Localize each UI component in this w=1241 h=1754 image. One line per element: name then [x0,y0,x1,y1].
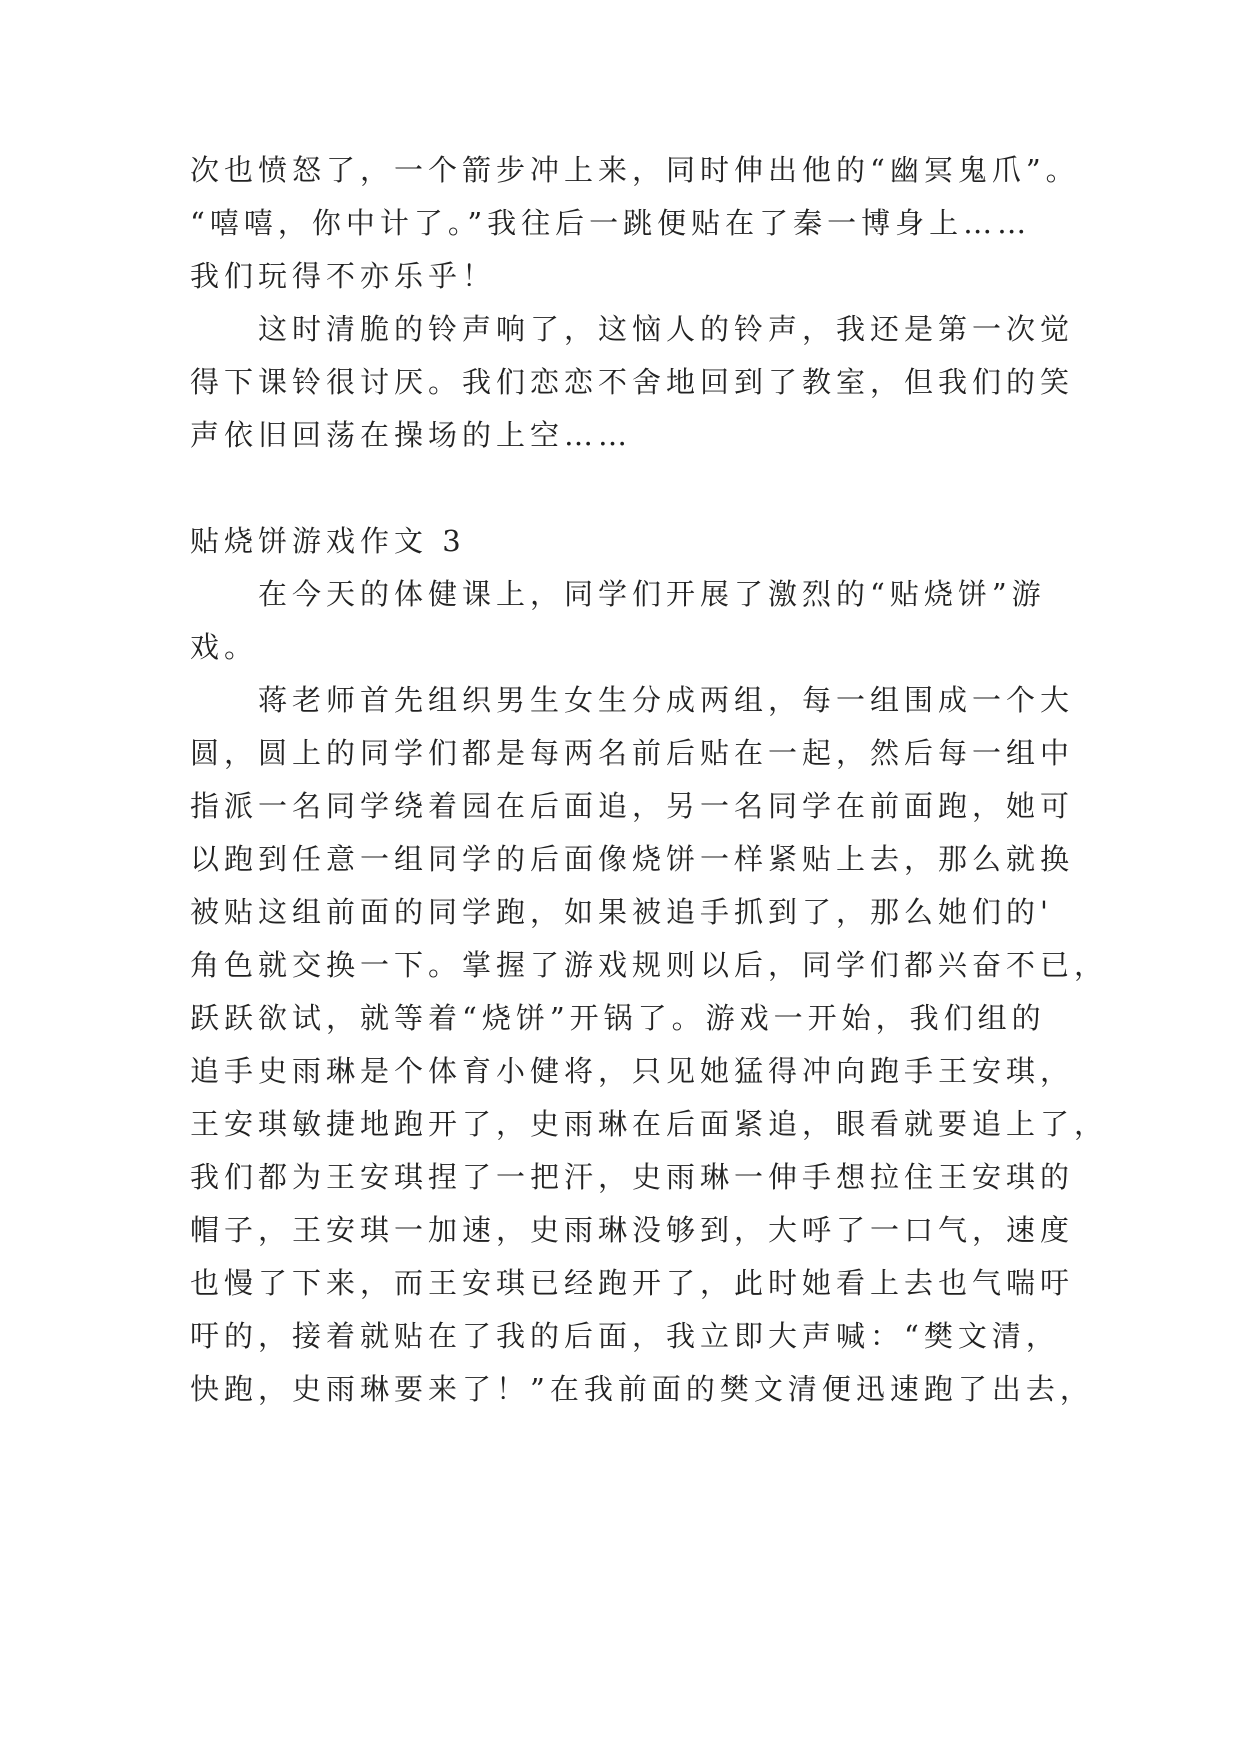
text-line: 角色就交换一下。掌握了游戏规则以后，同学们都兴奋不已， [190,948,1109,982]
text-line: 吁的，接着就贴在了我的后面，我立即大声喊：“樊文清， [190,1319,1060,1353]
text-line: 追手史雨琳是个体育小健将，只见她猛得冲向跑手王安琪， [190,1054,1075,1088]
text-line: 被贴这组前面的同学跑，如果被追手抓到了，那么她们的' [190,895,1053,929]
text-line: 以跑到任意一组同学的后面像烧饼一样紧贴上去，那么就换 [190,842,1075,876]
text-line: 我们都为王安琪捏了一把汗，史雨琳一伸手想拉住王安琪的 [190,1160,1075,1194]
text-line: 次也愤怒了，一个箭步冲上来，同时伸出他的“幽冥鬼爪”。 [190,153,1080,187]
text-line: 王安琪敏捷地跑开了，史雨琳在后面紧追，眼看就要追上了， [190,1107,1109,1141]
paragraph-start-line: 这时清脆的铃声响了，这恼人的铃声，我还是第一次觉 [258,312,1075,346]
text-line: 跃跃欲试，就等着“烧饼”开锅了。游戏一开始，我们组的 [190,1001,1046,1035]
text-line: 指派一名同学绕着园在后面追，另一名同学在前面跑，她可 [190,789,1075,823]
text-line: 声依旧回荡在操场的上空…… [190,418,633,452]
text-line: 帽子，王安琪一加速，史雨琳没够到，大呼了一口气，速度 [190,1213,1075,1247]
paragraph-start-line: 在今天的体健课上，同学们开展了激烈的“贴烧饼”游 [258,577,1046,611]
text-line: 也慢了下来，而王安琪已经跑开了，此时她看上去也气喘吁 [190,1266,1075,1300]
text-line: 戏。 [190,630,259,664]
text-line: 快跑，史雨琳要来了！”在我前面的樊文清便迅速跑了出去， [190,1372,1094,1406]
section-heading: 贴烧饼游戏作文 3 [190,524,466,558]
paragraph-start-line: 蒋老师首先组织男生女生分成两组，每一组围成一个大 [258,683,1075,717]
text-line: “嘻嘻，你中计了。”我往后一跳便贴在了秦一博身上…… [190,206,1032,240]
text-line: 我们玩得不亦乐乎！ [190,259,497,293]
text-line: 得下课铃很讨厌。我们恋恋不舍地回到了教室，但我们的笑 [190,365,1075,399]
text-line: 圆，圆上的同学们都是每两名前后贴在一起，然后每一组中 [190,736,1075,770]
